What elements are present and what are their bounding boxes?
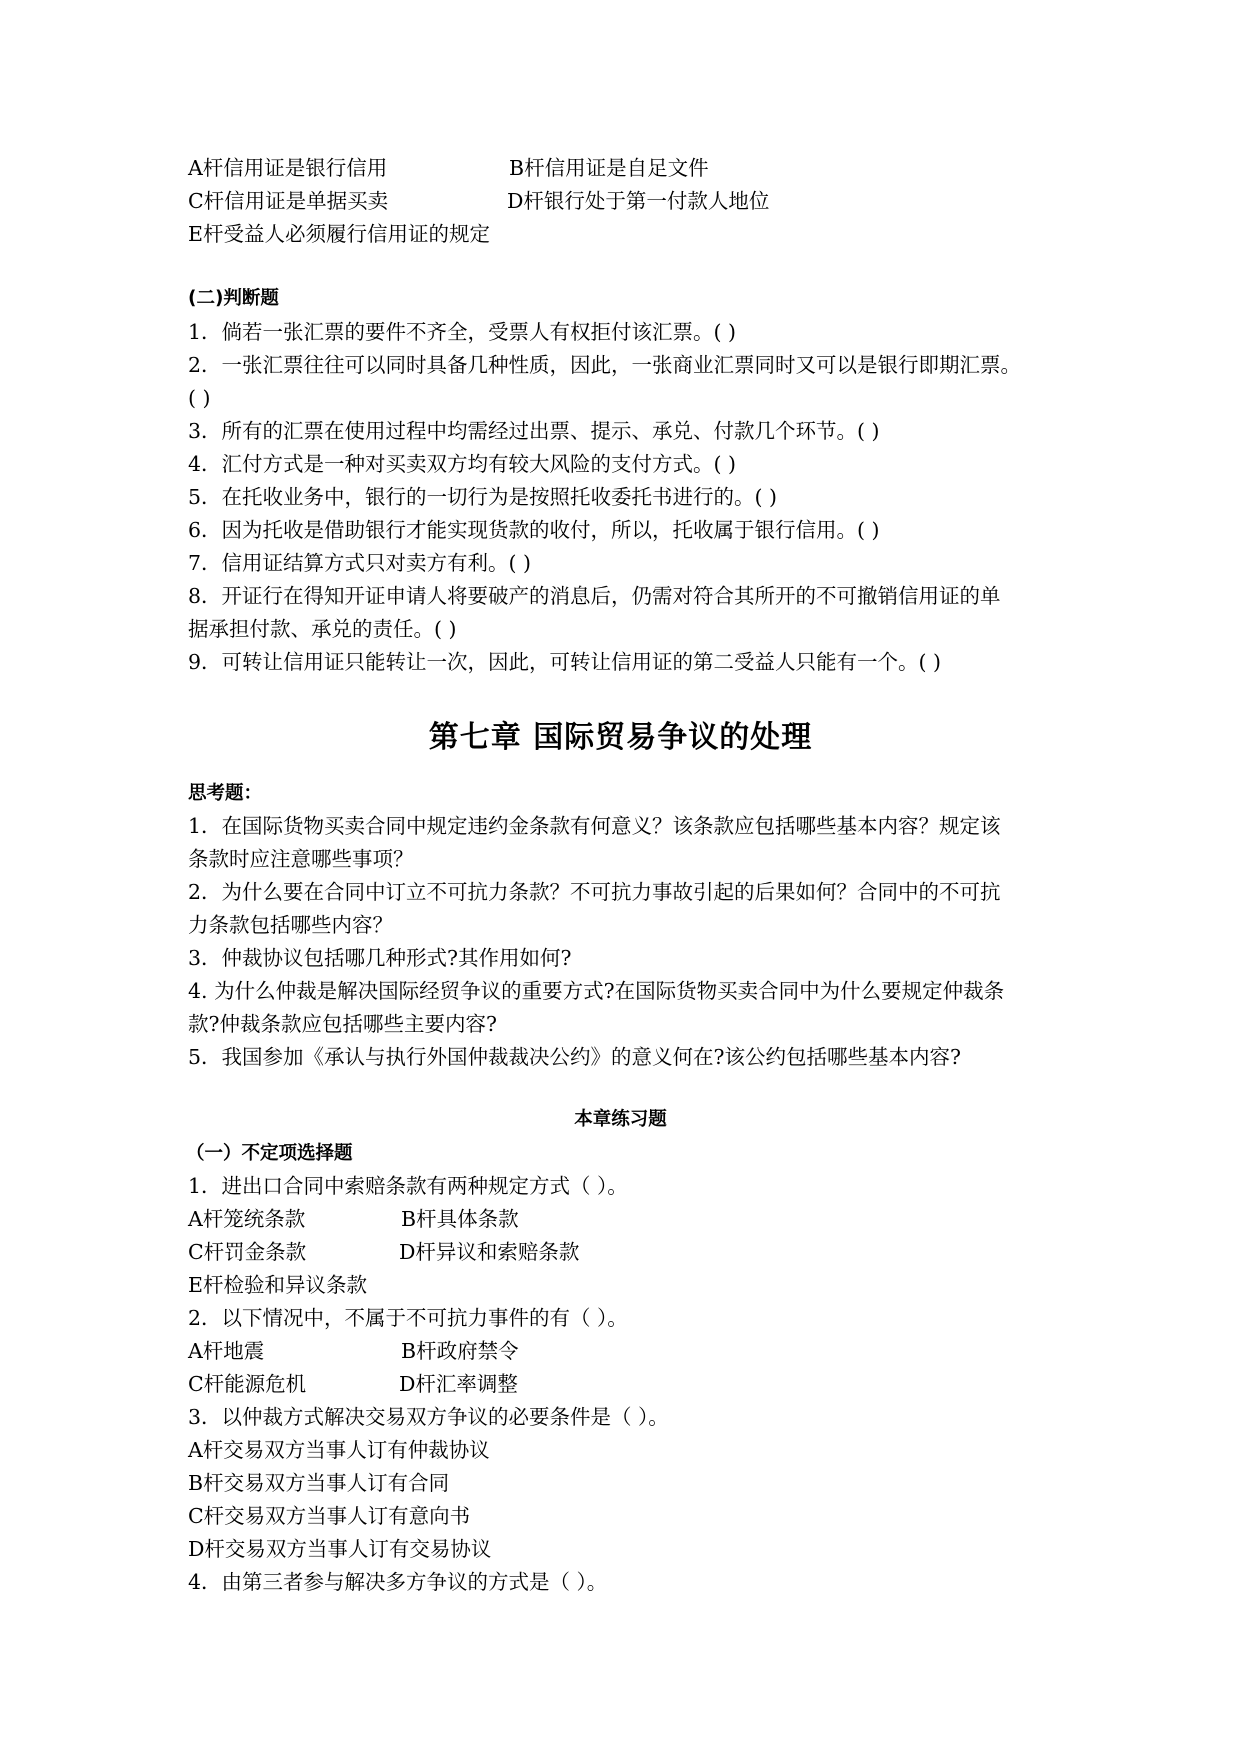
question-2: 2．以下情况中，不属于不可抗力事件的有（ ）。	[188, 1306, 628, 1330]
judgment-item: 据承担付款、承兑的责任。( )	[188, 617, 457, 641]
judgment-item: ( )	[188, 386, 211, 410]
q2-option-c: C杆能源危机	[188, 1372, 307, 1396]
judgment-item: 8．开证行在得知开证申请人将要破产的消息后，仍需对符合其所开的不可撤销信用证的单	[188, 584, 1001, 608]
option-b: B杆信用证是自足文件	[509, 156, 709, 180]
judgment-item: 5．在托收业务中，银行的一切行为是按照托收委托书进行的。( )	[188, 485, 778, 509]
question-1: 1．进出口合同中索赔条款有两种规定方式（ ）。	[188, 1174, 628, 1198]
q1-option-e: E杆检验和异议条款	[188, 1273, 367, 1297]
q1-option-row-ab	[188, 1205, 519, 1233]
question-3: 3．以仲裁方式解决交易双方争议的必要条件是（ ）。	[188, 1405, 669, 1429]
thinking-heading: 思考题：	[188, 783, 263, 804]
thinking-item: 款?仲裁条款应包括哪些主要内容?	[188, 1012, 497, 1036]
judgment-heading: (二)判断题	[188, 288, 279, 309]
judgment-item: 6．因为托收是借助银行才能实现货款的收付，所以，托收属于银行信用。( )	[188, 518, 880, 542]
q3-option-c: C杆交易双方当事人订有意向书	[188, 1504, 471, 1528]
thinking-item: 2．为什么要在合同中订立不可抗力条款？不可抗力事故引起的后果如何？合同中的不可抗	[188, 880, 1001, 904]
thinking-item: 1．在国际货物买卖合同中规定违约金条款有何意义？该条款应包括哪些基本内容？规定该	[188, 814, 1001, 838]
q1-option-a: A杆笼统条款	[188, 1207, 306, 1231]
q3-option-a: A杆交易双方当事人订有仲裁协议	[188, 1438, 490, 1462]
judgment-item: 3．所有的汇票在使用过程中均需经过出票、提示、承兑、付款几个环节。( )	[188, 419, 880, 443]
thinking-item: 条款时应注意哪些事项？	[188, 847, 414, 871]
exercises-section-heading: （一）不定项选择题	[186, 1143, 353, 1164]
exercises-title: 本章练习题	[574, 1109, 667, 1130]
judgment-item: 2．一张汇票往往可以同时具备几种性质，因此，一张商业汇票同时又可以是银行即期汇票。	[188, 353, 1022, 377]
thinking-item: 5．我国参加《承认与执行外国仲裁裁决公约》的意义何在?该公约包括哪些基本内容?	[188, 1045, 962, 1069]
q1-option-d: D杆异议和索赔条款	[399, 1240, 580, 1264]
option-row-cd	[188, 187, 770, 215]
q2-option-row-ab	[188, 1337, 519, 1365]
thinking-item: 4. 为什么仲裁是解决国际经贸争议的重要方式?在国际货物买卖合同中为什么要规定仲裁条	[188, 979, 1005, 1003]
q1-option-row-cd	[188, 1238, 580, 1266]
option-row-ab	[188, 154, 709, 182]
question-4: 4．由第三者参与解决多方争议的方式是（ ）。	[188, 1570, 608, 1594]
judgment-item: 1．倘若一张汇票的要件不齐全，受票人有权拒付该汇票。( )	[188, 320, 737, 344]
q1-option-c: C杆罚金条款	[188, 1240, 307, 1264]
judgment-item: 7．信用证结算方式只对卖方有利。( )	[188, 551, 532, 575]
q2-option-b: B杆政府禁令	[401, 1339, 519, 1363]
q3-option-b: B杆交易双方当事人订有合同	[188, 1471, 450, 1495]
q1-option-b: B杆具体条款	[401, 1207, 519, 1231]
judgment-item: 4．汇付方式是一种对买卖双方均有较大风险的支付方式。( )	[188, 452, 737, 476]
option-d: D杆银行处于第一付款人地位	[507, 189, 770, 213]
q2-option-row-cd	[188, 1370, 518, 1398]
option-e: E杆受益人必须履行信用证的规定	[188, 222, 490, 246]
option-c: C杆信用证是单据买卖	[188, 189, 389, 213]
thinking-item: 力条款包括哪些内容？	[188, 913, 393, 937]
q2-option-d: D杆汇率调整	[399, 1372, 518, 1396]
option-a: A杆信用证是银行信用	[188, 156, 388, 180]
chapter-title: 第七章 国际贸易争议的处理	[428, 720, 813, 755]
q2-option-a: A杆地震	[188, 1339, 265, 1363]
judgment-item: 9．可转让信用证只能转让一次，因此，可转让信用证的第二受益人只能有一个。( )	[188, 650, 942, 674]
q3-option-d: D杆交易双方当事人订有交易协议	[188, 1537, 492, 1561]
thinking-item: 3．仲裁协议包括哪几种形式?其作用如何?	[188, 946, 572, 970]
